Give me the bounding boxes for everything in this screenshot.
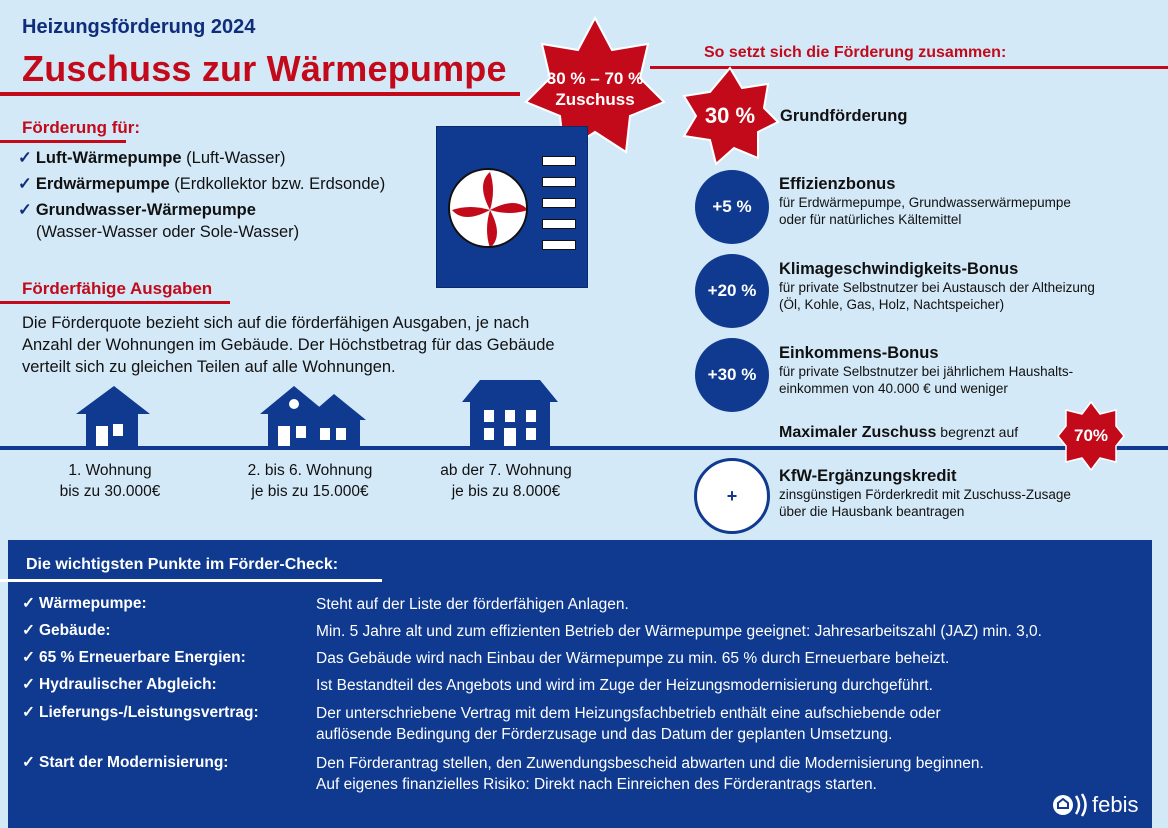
kfw-credit xyxy=(779,467,1071,520)
checklist-row-value xyxy=(316,621,1042,642)
row-value-line: Auf eigenes finanzielles Risiko: Direkt nach Einreichen des Förderantrags starten. xyxy=(316,776,877,793)
bonus-title: Einkommens-Bonus xyxy=(779,344,939,362)
house-label-amount: je bis zu 8.000€ xyxy=(451,483,561,500)
bonus-desc-line: für private Selbstnutzer bei Austausch der Altheizung xyxy=(779,280,1095,295)
house-label-amount: je bis zu 15.000€ xyxy=(251,483,369,500)
max-subsidy-badge xyxy=(1056,400,1126,472)
check-icon: ✓ xyxy=(22,595,35,612)
bonus-income xyxy=(779,344,1073,397)
checklist-heading: Die wichtigsten Punkte im Förder-Check: xyxy=(26,556,339,573)
item-name: Grundwasser-Wärmepumpe xyxy=(35,201,256,219)
kfw-badge: + xyxy=(694,458,770,534)
item-detail: (Luft-Wasser) xyxy=(181,149,286,167)
base-label: Grundförderung xyxy=(780,107,908,125)
eligibility-list xyxy=(18,145,385,243)
bonus-badge-efficiency: +5 % xyxy=(695,170,769,244)
badge-range-text: 30 % – 70 % xyxy=(546,69,644,88)
kfw-title: KfW-Ergänzungskredit xyxy=(779,467,957,485)
vent-slot xyxy=(542,240,576,250)
row-label-text: Gebäude: xyxy=(39,622,111,639)
bonus-desc-line: oder für natürliches Kältemittel xyxy=(779,212,962,227)
check-icon: ✓ xyxy=(18,149,32,167)
page-title: Zuschuss zur Wärmepumpe xyxy=(22,48,507,89)
bonus-badge-income: +30 % xyxy=(695,338,769,412)
row-value-line: Das Gebäude wird nach Einbau der Wärmepumpe zu min. 65 % durch Erneuerbare beheizt. xyxy=(316,650,950,667)
house-label-line: ab der 7. Wohnung xyxy=(440,462,572,479)
item-detail: (Wasser-Wasser oder Sole-Wasser) xyxy=(36,223,300,241)
kfw-desc-line: über die Hausbank beantragen xyxy=(779,504,965,519)
checklist-divider xyxy=(0,579,382,582)
bonus-title: Klimageschwindigkeits-Bonus xyxy=(779,260,1019,278)
febis-logo xyxy=(1052,792,1138,818)
eligibility-heading: Förderung für: xyxy=(22,118,141,137)
row-label-text: Hydraulischer Abgleich: xyxy=(39,676,217,693)
house-signal-icon xyxy=(1052,793,1088,817)
row-label-text: 65 % Erneuerbare Energien: xyxy=(39,649,246,666)
eligibility-item xyxy=(18,145,385,171)
fan-icon xyxy=(448,168,528,248)
vent-slot xyxy=(542,177,576,187)
expenses-heading: Förderfähige Ausgaben xyxy=(22,279,213,298)
vent-slot xyxy=(542,219,576,229)
eligibility-item xyxy=(18,199,385,243)
single-house-icon xyxy=(76,386,152,448)
expenses-paragraph xyxy=(22,312,622,378)
house-label-line: 1. Wohnung xyxy=(68,462,152,479)
bonus-desc-line: (Öl, Kohle, Gas, Holz, Nachtspeicher) xyxy=(779,297,1005,312)
item-detail: (Erdkollektor bzw. Erdsonde) xyxy=(169,175,386,193)
item-name: Luft-Wärmepumpe xyxy=(35,149,182,167)
expenses-divider xyxy=(0,301,230,304)
checklist-row-label xyxy=(22,753,228,772)
checklist-row-value xyxy=(316,648,949,669)
house-label-amount: bis zu 30.000€ xyxy=(59,483,161,500)
checklist-row-value xyxy=(316,594,629,615)
paragraph-line: verteilt sich zu gleichen Teilen auf alle Wohnungen. xyxy=(22,358,396,376)
check-icon: ✓ xyxy=(22,676,35,693)
check-icon: ✓ xyxy=(22,704,35,721)
base-value: 30 % xyxy=(704,103,756,128)
row-value-line: Den Förderantrag stellen, den Zuwendungsbescheid abwarten und die Modernisierung beginnen. xyxy=(316,755,984,772)
checklist-row-label xyxy=(22,621,110,640)
eligibility-item xyxy=(18,171,385,197)
apartment-building-icon xyxy=(462,380,558,448)
row-label-text: Lieferungs-/Leistungsvertrag: xyxy=(39,704,259,721)
check-icon: ✓ xyxy=(18,201,32,219)
row-value-line: Ist Bestandteil des Angebots und wird im Zuge der Heizungsmodernisierung durchgeführt. xyxy=(316,677,933,694)
checklist-row-label xyxy=(22,675,217,694)
max-value: 70% xyxy=(1073,426,1109,445)
row-label-text: Start der Modernisierung: xyxy=(39,754,229,771)
vent-slot xyxy=(542,156,576,166)
checklist-row-label xyxy=(22,648,246,667)
ground-line xyxy=(0,446,1168,450)
house-label-2 xyxy=(218,460,402,502)
house-label-line: 2. bis 6. Wohnung xyxy=(247,462,373,479)
checklist-row-value xyxy=(316,753,984,795)
check-icon: ✓ xyxy=(22,622,35,639)
item-name: Erdwärmepumpe xyxy=(35,175,170,193)
checklist-row-label xyxy=(22,703,259,722)
kicker-title: Heizungsförderung 2024 xyxy=(22,16,256,38)
max-detail: begrenzt auf xyxy=(936,424,1019,440)
row-value-line: Min. 5 Jahre alt und zum effizienten Betrieb der Wärmepumpe geeignet: Jahresarbeitszahl (JAZ) min. 3,0. xyxy=(316,623,1042,640)
check-icon: ✓ xyxy=(22,649,35,666)
bonus-desc-line: einkommen von 40.000 € und weniger xyxy=(779,381,1008,396)
base-subsidy-badge xyxy=(680,66,780,166)
check-icon: ✓ xyxy=(18,175,32,193)
paragraph-line: Anzahl der Wohnungen im Gebäude. Der Höchstbetrag für das Gebäude xyxy=(22,336,555,354)
brand-name: febis xyxy=(1092,792,1139,817)
checklist-row-value xyxy=(316,675,933,696)
row-value-line: auflösende Bedingung der Förderzusage und das Datum der geplanten Umsetzung. xyxy=(316,726,893,743)
max-label: Maximaler Zuschuss xyxy=(779,424,937,441)
bonus-badge-climate: +20 % xyxy=(695,254,769,328)
multi-house-icon xyxy=(260,386,370,448)
bonus-title: Effizienzbonus xyxy=(779,175,896,193)
vent-slot xyxy=(542,198,576,208)
row-label-text: Wärmepumpe: xyxy=(39,595,147,612)
checklist-row-label xyxy=(22,594,147,613)
bonus-efficiency xyxy=(779,175,1071,228)
max-subsidy-text xyxy=(779,424,1018,442)
eligibility-divider xyxy=(0,140,126,143)
row-value-line: Der unterschriebene Vertrag mit dem Heizungsfachbetrieb enthält eine aufschiebende oder xyxy=(316,705,941,722)
badge-label-text: Zuschuss xyxy=(555,90,635,109)
check-icon: ✓ xyxy=(22,754,35,771)
checklist-row-value xyxy=(316,703,941,745)
paragraph-line: Die Förderquote bezieht sich auf die förderfähigen Ausgaben, je nach xyxy=(22,314,530,332)
row-value-line: Steht auf der Liste der förderfähigen Anlagen. xyxy=(316,596,629,613)
house-label-3 xyxy=(416,460,596,502)
bonus-desc-line: für Erdwärmepumpe, Grundwasserwärmepumpe xyxy=(779,195,1071,210)
kfw-desc-line: zinsgünstigen Förderkredit mit Zuschuss-Zusage xyxy=(779,487,1071,502)
house-label-1 xyxy=(30,460,190,502)
bonus-desc-line: für private Selbstnutzer bei jährlichem Haushalts- xyxy=(779,364,1074,379)
composition-heading: So setzt sich die Förderung zusammen: xyxy=(704,44,1007,61)
title-divider xyxy=(0,92,520,96)
bonus-climate xyxy=(779,260,1095,313)
